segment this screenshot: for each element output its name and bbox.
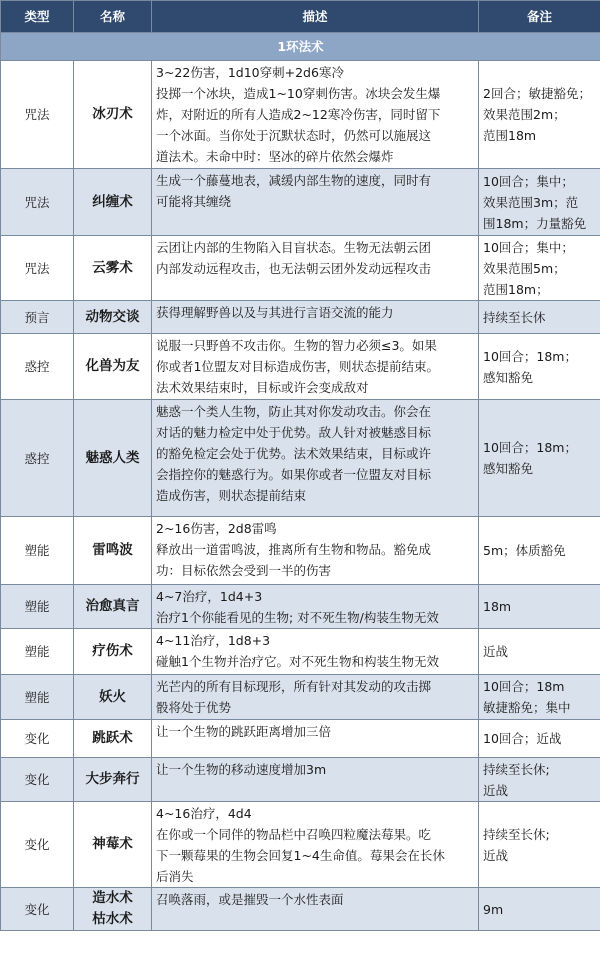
spell-note-line: 18m xyxy=(483,599,512,614)
spell-name xyxy=(74,675,152,720)
spell-type: 塑能 xyxy=(1,585,74,629)
spell-desc xyxy=(152,301,479,334)
spell-desc xyxy=(152,236,479,301)
spell-name-line: 神莓术 xyxy=(92,836,133,852)
table-row xyxy=(1,169,600,236)
spell-desc-line: 魅惑一个类人生物，防止其对你发动攻击。你会在 xyxy=(156,404,432,419)
spell-desc-line: 投掷一个冰块，造成1~10穿刺伤害。冰块会发生爆 xyxy=(156,86,441,101)
spell-note-line: 范围18m xyxy=(483,128,537,143)
spell-name-line: 魅惑人类 xyxy=(85,449,140,466)
spell-name-line: 跳跃术 xyxy=(92,730,133,746)
spell-desc xyxy=(152,675,479,720)
spell-name xyxy=(74,629,152,675)
header-row xyxy=(1,1,600,33)
spell-note-line: 9m xyxy=(483,901,504,917)
spell-desc xyxy=(152,629,479,675)
spell-type: 塑能 xyxy=(1,517,74,585)
spell-note xyxy=(479,334,600,400)
spell-note xyxy=(479,585,600,629)
spell-name-line: 大步奔行 xyxy=(85,771,140,787)
spell-name-line: 化兽为友 xyxy=(85,358,140,374)
spell-note-line: 10回合；近战 xyxy=(483,731,562,746)
spell-desc-line: 生成一个藤蔓地表，减缓内部生物的速度，同时有 xyxy=(156,173,432,188)
spell-desc-line: 会指控你的魅惑行为。如果你或者一位盟友对目标 xyxy=(156,467,432,482)
spell-note-line: 2回合；敏捷豁免； xyxy=(483,86,591,101)
spell-note-line: 持续至长休 xyxy=(483,309,546,325)
table-row xyxy=(1,585,600,629)
spell-name-line: 纠缠术 xyxy=(92,193,133,210)
spell-note-line: 范围18m； xyxy=(483,281,549,297)
spell-note-line: 围18m；力量豁免 xyxy=(483,215,587,231)
spell-type: 塑能 xyxy=(1,675,74,720)
spell-desc-line: 后消失 xyxy=(156,869,194,884)
spell-name xyxy=(74,802,152,888)
spell-note xyxy=(479,720,600,758)
spell-type: 变化 xyxy=(1,720,74,758)
spell-note-line: 效果范围5m； xyxy=(483,260,566,276)
spell-desc xyxy=(152,61,479,169)
spell-desc-line: 光芒内的所有目标现形，所有针对其发动的攻击掷 xyxy=(156,679,432,694)
spell-desc-line: 对话的魅力检定中处于优势。敌人针对被魅惑目标 xyxy=(156,425,432,440)
spell-name-line: 冰刃术 xyxy=(92,106,133,122)
spell-desc-line: 功：目标依然会受到一半的伤害 xyxy=(156,563,332,578)
spell-desc-line: 法术效果结束时，目标或许会变成敌对 xyxy=(156,380,369,395)
spell-desc-line: 释放出一道雷鸣波，推离所有生物和物品。豁免成 xyxy=(156,542,432,557)
spell-note-line: 持续至长休; xyxy=(483,826,550,842)
spell-desc-line: 获得理解野兽以及与其进行言语交流的能力 xyxy=(156,305,394,320)
spell-name-line: 枯水术 xyxy=(92,911,133,927)
spell-note xyxy=(479,236,600,301)
spell-desc xyxy=(152,400,479,517)
header-desc: 描述 xyxy=(152,1,479,33)
spell-desc xyxy=(152,720,479,758)
spell-desc-line: 云团让内部的生物陷入目盲状态。生物无法朝云团 xyxy=(156,240,432,255)
table-row xyxy=(1,334,600,400)
spell-note xyxy=(479,802,600,888)
spell-desc-line: 让一个生物的跳跃距离增加三倍 xyxy=(156,724,332,739)
spell-name xyxy=(74,517,152,585)
spell-name-line: 雷鸣波 xyxy=(92,542,133,558)
spell-desc xyxy=(152,758,479,802)
table-row xyxy=(1,802,600,888)
spell-name xyxy=(74,61,152,169)
spell-name xyxy=(74,720,152,758)
spell-type: 变化 xyxy=(1,888,74,931)
spell-desc-line: 碰触1个生物并治疗它。对不死生物和构装生物无效 xyxy=(156,654,439,669)
spell-name xyxy=(74,169,152,236)
table-row xyxy=(1,400,600,517)
table-row xyxy=(1,720,600,758)
spell-desc-line: 骰将处于优势 xyxy=(156,700,232,715)
spell-desc xyxy=(152,517,479,585)
section-title: 1环法术 xyxy=(1,33,600,61)
spell-note xyxy=(479,301,600,334)
table-row xyxy=(1,301,600,334)
spell-name xyxy=(74,888,152,931)
spell-note xyxy=(479,888,600,931)
table-row xyxy=(1,61,600,169)
table-row xyxy=(1,629,600,675)
spell-type: 惑控 xyxy=(1,400,74,517)
spell-desc-line: 4~7治疗，1d4+3 xyxy=(156,589,263,604)
spell-note-line: 效果范围3m；范 xyxy=(483,194,579,210)
spell-desc-line: 你或者1位盟友对目标造成伤害，则状态提前结束。 xyxy=(156,359,439,374)
spell-note xyxy=(479,675,600,720)
spell-note-line: 10回合；集中； xyxy=(483,239,574,255)
spell-desc-line: 下一颗莓果的生物会回复1~4生命值。莓果会在长休 xyxy=(156,848,445,863)
spell-type: 变化 xyxy=(1,802,74,888)
section-row xyxy=(1,33,600,61)
spell-note xyxy=(479,629,600,675)
header-name: 名称 xyxy=(74,1,152,33)
spell-note-line: 效果范围2m； xyxy=(483,107,566,122)
spell-note-line: 10回合；18m xyxy=(483,679,565,694)
spell-name xyxy=(74,236,152,301)
spell-name xyxy=(74,301,152,334)
spell-desc xyxy=(152,169,479,236)
spell-note xyxy=(479,169,600,236)
table-row xyxy=(1,675,600,720)
spell-name xyxy=(74,334,152,400)
spell-desc-line: 可能将其缠绕 xyxy=(156,194,232,209)
spell-name xyxy=(74,400,152,517)
spell-note-line: 近战 xyxy=(483,644,509,659)
spell-type: 咒法 xyxy=(1,169,74,236)
spell-name xyxy=(74,585,152,629)
spell-type: 咒法 xyxy=(1,236,74,301)
spell-desc-line: 让一个生物的移动速度增加3m xyxy=(156,762,327,777)
spell-desc-line: 炸，对附近的所有人造成2~12寒冷伤害，同时留下 xyxy=(156,107,441,122)
table-row xyxy=(1,517,600,585)
spell-desc-line: 造成伤害，则状态提前结束 xyxy=(156,488,307,503)
spell-note xyxy=(479,400,600,517)
spell-name-line: 疗伤术 xyxy=(92,643,133,659)
table-row xyxy=(1,758,600,802)
spell-name xyxy=(74,758,152,802)
spell-type: 变化 xyxy=(1,758,74,802)
spell-note-line: 敏捷豁免；集中 xyxy=(483,700,571,715)
spell-note-line: 10回合；集中； xyxy=(483,173,574,189)
spell-type: 咒法 xyxy=(1,61,74,169)
spell-desc-line: 2~16伤害，2d8雷鸣 xyxy=(156,521,277,536)
spell-desc xyxy=(152,888,479,931)
spell-note xyxy=(479,61,600,169)
spell-note-line: 持续至长休; xyxy=(483,761,550,777)
spell-note xyxy=(479,758,600,802)
spell-note-line: 感知豁免 xyxy=(483,461,534,476)
spell-desc-line: 3~22伤害，1d10穿刺+2d6寒冷 xyxy=(156,65,344,80)
spell-name-line: 云雾术 xyxy=(92,259,133,276)
spell-note-line: 感知豁免 xyxy=(483,369,534,385)
spell-note xyxy=(479,517,600,585)
spell-note-line: 10回合；18m； xyxy=(483,348,577,364)
spell-note-line: 10回合；18m； xyxy=(483,440,577,455)
spell-desc-line: 的豁免检定会处于优势。法术效果结束，目标或许 xyxy=(156,446,432,461)
spell-name-line: 妖火 xyxy=(99,688,126,705)
spell-desc-line: 召唤落雨，或是摧毁一个水性表面 xyxy=(156,892,344,907)
spell-desc-line: 4~11治疗，1d8+3 xyxy=(156,633,271,648)
spell-name-line: 动物交谈 xyxy=(85,308,140,325)
table-row xyxy=(1,888,600,931)
spell-desc-line: 在你或一个同伴的物品栏中召唤四粒魔法莓果。吃 xyxy=(156,827,432,842)
spell-desc-line: 4~16治疗，4d4 xyxy=(156,806,252,821)
spell-note-line: 近战 xyxy=(483,847,509,863)
spell-type: 预言 xyxy=(1,301,74,334)
table-row xyxy=(1,236,600,301)
header-type: 类型 xyxy=(1,1,74,33)
spell-name-line: 治愈真言 xyxy=(85,598,140,614)
spell-note-line: 近战 xyxy=(483,782,509,798)
spell-name-line: 造水术 xyxy=(92,890,133,906)
spell-type: 惑控 xyxy=(1,334,74,400)
spell-type: 塑能 xyxy=(1,629,74,675)
header-note: 备注 xyxy=(479,1,600,33)
spell-desc xyxy=(152,802,479,888)
spell-desc-line: 治疗1个你能看见的生物; 对不死生物/构装生物无效 xyxy=(156,610,439,625)
spell-desc xyxy=(152,334,479,400)
spell-desc-line: 道法术。未命中时：坚冰的碎片依然会爆炸 xyxy=(156,149,394,164)
spell-note-line: 5m；体质豁免 xyxy=(483,543,566,558)
spell-desc xyxy=(152,585,479,629)
spell-desc-line: 说服一只野兽不攻击你。生物的智力必须≤3。如果 xyxy=(156,338,437,353)
spell-desc-line: 一个冰面。当你处于沉默状态时，仍然可以施展这 xyxy=(156,128,432,143)
spell-desc-line: 内部发动远程攻击，也无法朝云团外发动远程攻击 xyxy=(156,261,432,276)
